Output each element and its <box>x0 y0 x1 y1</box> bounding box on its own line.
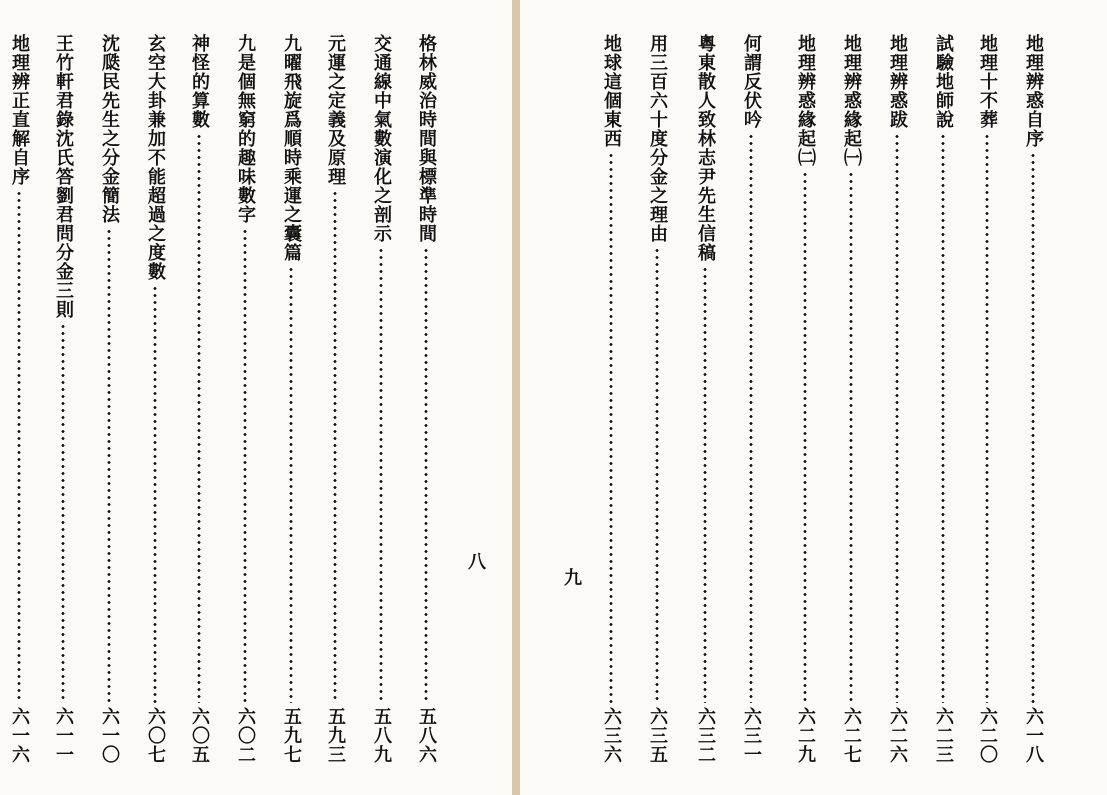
toc-entry-title: 地理十不葬 <box>977 34 998 129</box>
toc-entry-page-number: 五八九 <box>371 707 392 764</box>
toc-entry-page-number: 六三六 <box>601 707 622 764</box>
toc-entry-title: 用三百六十度分金之理由 <box>647 34 668 243</box>
toc-entry-title: 何謂反伏吟 <box>741 34 762 129</box>
right-page-folio: 九 <box>561 568 582 586</box>
toc-entry-page-number: 六一六 <box>9 707 30 764</box>
toc-entry <box>792 34 818 764</box>
toc-entry-page-number: 五九三 <box>325 707 346 764</box>
toc-entry-page-number: 六〇二 <box>235 707 256 764</box>
toc-entry-page-number: 五八六 <box>416 707 437 764</box>
toc-entry-page-number: 五九七 <box>281 707 302 764</box>
toc-entry <box>930 34 956 764</box>
toc-entry <box>50 34 76 764</box>
toc-entry <box>598 34 624 764</box>
toc-entry <box>692 34 718 764</box>
toc-entry-title: 地理辨惑跋 <box>887 34 908 129</box>
toc-dot-leader <box>749 133 753 703</box>
toc-entry-title: 格林威治時間與標準時間 <box>416 34 437 243</box>
toc-entry-page-number: 六三五 <box>647 707 668 764</box>
toc-dot-leader <box>333 190 337 703</box>
toc-dot-leader <box>153 285 157 703</box>
toc-entry-title: 王竹軒君錄沈氏答劉君問分金三則 <box>53 34 74 319</box>
toc-entry-title: 沈瓞民先生之分金簡法 <box>99 34 120 224</box>
toc-entry-page-number: 六〇七 <box>145 707 166 764</box>
toc-entry-page-number: 六二七 <box>841 707 862 764</box>
toc-dot-leader <box>609 152 613 703</box>
toc-entry-title: 試驗地師說 <box>933 34 954 129</box>
toc-entry <box>6 34 32 764</box>
toc-entry-title: 玄空大卦兼加不能超過之度數 <box>145 34 166 281</box>
toc-entry <box>232 34 258 764</box>
toc-entry <box>96 34 122 764</box>
toc-entry <box>186 34 212 764</box>
book-gutter <box>512 0 520 795</box>
toc-entry-title: 粵東散人致林志尹先生信稿 <box>695 34 716 262</box>
toc-dot-leader <box>985 133 989 703</box>
toc-entry-title: 地理辨惑緣起㈠ <box>841 34 862 167</box>
toc-entry <box>644 34 670 764</box>
toc-entry-title: 交通線中氣數演化之剖示 <box>371 34 392 243</box>
toc-entry-title: 九是個無窮的趣味數字 <box>235 34 256 224</box>
toc-entry <box>1020 34 1046 764</box>
toc-entry <box>322 34 348 764</box>
toc-entry-title: 九曜飛旋爲順時乘運之囊篇 <box>281 34 302 262</box>
toc-dot-leader <box>289 266 293 703</box>
toc-dot-leader <box>424 247 428 703</box>
toc-dot-leader <box>803 171 807 703</box>
toc-entry-page-number: 六一八 <box>1023 707 1044 764</box>
toc-dot-leader <box>243 228 247 703</box>
toc-entry-title: 元運之定義及原理 <box>325 34 346 186</box>
left-page <box>0 0 512 795</box>
toc-entry-page-number: 六二九 <box>795 707 816 764</box>
toc-entry-title: 神怪的算數 <box>189 34 210 129</box>
toc-entry <box>838 34 864 764</box>
toc-entry <box>368 34 394 764</box>
toc-dot-leader <box>941 133 945 703</box>
toc-entry-page-number: 六二〇 <box>977 707 998 764</box>
right-page <box>520 0 1107 795</box>
toc-dot-leader <box>379 247 383 703</box>
left-page-folio: 八 <box>465 552 486 570</box>
toc-entry <box>974 34 1000 764</box>
toc-dot-leader <box>895 133 899 703</box>
toc-entry <box>884 34 910 764</box>
toc-entry <box>413 34 439 764</box>
toc-entry-page-number: 六三二 <box>695 707 716 764</box>
toc-entry-title: 地理辨惑自序 <box>1023 34 1044 148</box>
toc-entry-title: 地理辨正直解自序 <box>9 34 30 186</box>
toc-entry <box>738 34 764 764</box>
toc-dot-leader <box>107 228 111 703</box>
toc-entry-page-number: 六二六 <box>887 707 908 764</box>
toc-entry-page-number: 六〇五 <box>189 707 210 764</box>
toc-entry-title: 地球這個東西 <box>601 34 622 148</box>
toc-dot-leader <box>703 266 707 703</box>
toc-dot-leader <box>61 323 65 703</box>
toc-dot-leader <box>17 190 21 703</box>
toc-dot-leader <box>1031 152 1035 703</box>
toc-entry-title: 地理辨惑緣起㈡ <box>795 34 816 167</box>
toc-entry <box>142 34 168 764</box>
toc-entry <box>278 34 304 764</box>
toc-entry-page-number: 六二三 <box>933 707 954 764</box>
toc-entry-page-number: 六一一 <box>53 707 74 764</box>
toc-entry-page-number: 六一〇 <box>99 707 120 764</box>
toc-dot-leader <box>197 133 201 703</box>
toc-dot-leader <box>655 247 659 703</box>
toc-entry-page-number: 六三一 <box>741 707 762 764</box>
toc-dot-leader <box>849 171 853 703</box>
